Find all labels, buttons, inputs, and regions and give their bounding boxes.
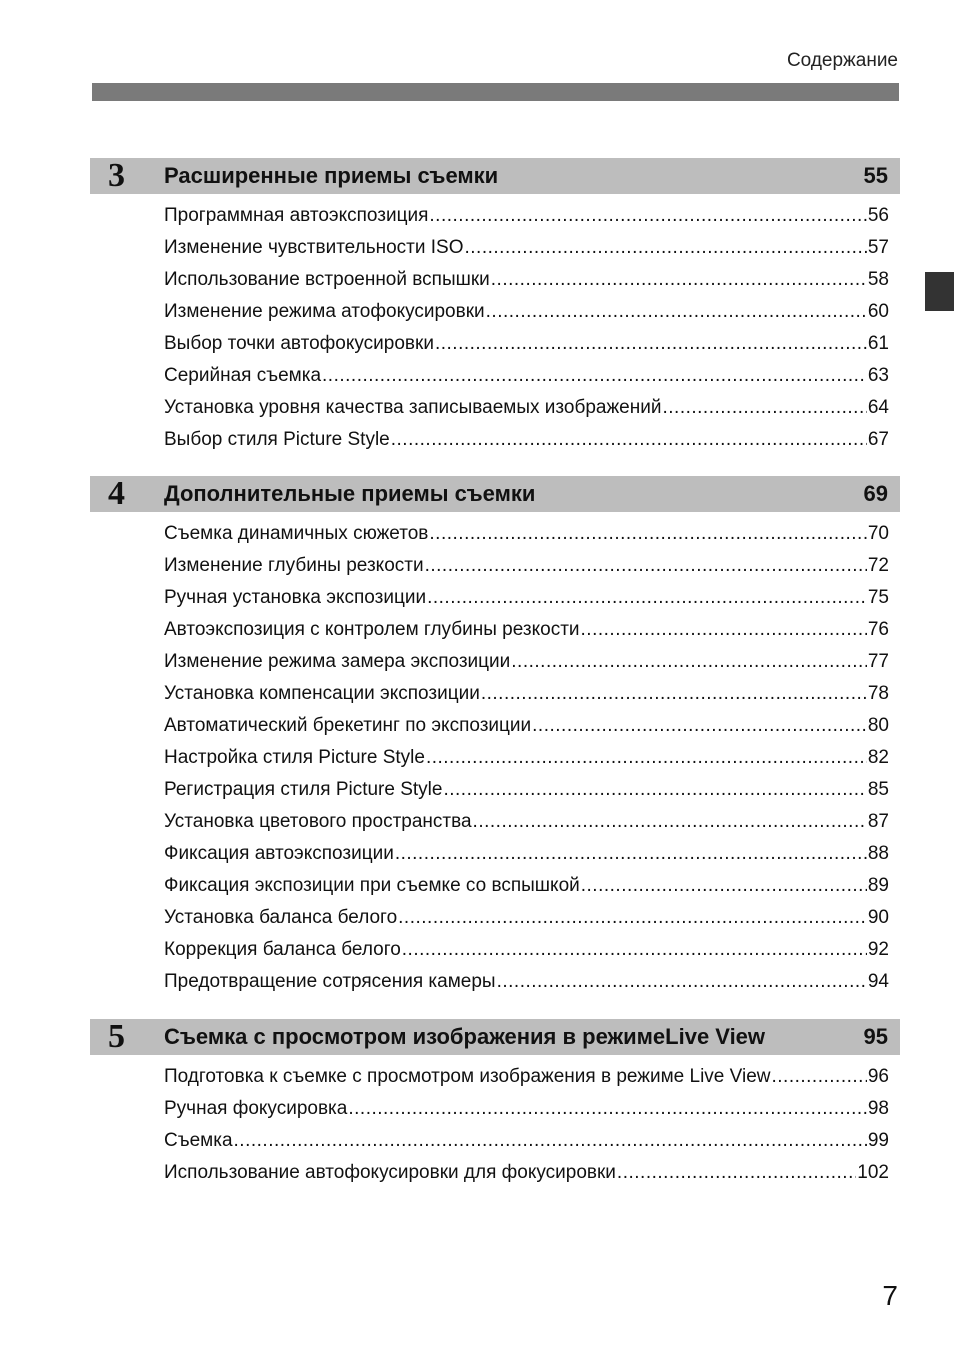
toc-entry[interactable] [164, 1061, 889, 1093]
toc-entry[interactable] [164, 296, 889, 328]
toc-entry-page: 82 [867, 747, 889, 768]
toc-entry[interactable] [164, 646, 889, 678]
dot-leader [617, 1157, 856, 1189]
toc-entry-label: Предотвращение сотрясения камеры [164, 971, 496, 992]
toc-entry-page: 89 [867, 875, 889, 896]
toc-entry[interactable] [164, 232, 889, 264]
dot-leader [497, 966, 867, 998]
toc-entry[interactable] [164, 742, 889, 774]
toc-section-5 [90, 1019, 900, 1189]
toc-entry-page: 98 [867, 1098, 889, 1119]
toc-entry-label: Выбор точки автофокусировки [164, 333, 434, 354]
dot-leader [429, 200, 866, 232]
toc-entry[interactable] [164, 264, 889, 296]
toc-entry[interactable] [164, 200, 889, 232]
toc-entry-page: 85 [867, 779, 889, 800]
dot-leader [662, 392, 866, 424]
section-title: Дополнительные приемы съемки [164, 481, 536, 506]
toc-entry-page: 67 [867, 429, 889, 450]
toc-entry[interactable] [164, 360, 889, 392]
dot-leader [465, 232, 867, 264]
dot-leader [234, 1125, 867, 1157]
dot-leader [486, 296, 867, 328]
page-number: 7 [882, 1280, 898, 1311]
dot-leader [425, 550, 867, 582]
section-header[interactable] [90, 476, 900, 512]
toc-entry-label: Настройка стиля Picture Style [164, 747, 425, 768]
dot-leader [491, 264, 867, 296]
toc-entry-label: Серийная съемка [164, 365, 322, 386]
toc-entry-label: Использование встроенной вспышки [164, 269, 490, 290]
toc-entry-label: Коррекция баланса белого [164, 939, 401, 960]
toc-entry[interactable] [164, 934, 889, 966]
toc-section-3 [90, 158, 900, 456]
toc-entry-page: 70 [867, 523, 889, 544]
toc-entry-label: Изменение режима замера экспозиции [164, 651, 511, 672]
toc-entry-page: 94 [867, 971, 889, 992]
toc-entry-page: 64 [867, 397, 889, 418]
toc-entry-label: Использование автофокусировки для фокусировки [164, 1162, 616, 1183]
toc-entry-label: Установка баланса белого [164, 907, 398, 928]
dot-leader [402, 934, 867, 966]
toc-entry-label: Изменение глубины резкости [164, 555, 424, 576]
dot-leader [435, 328, 867, 360]
section-header[interactable] [90, 1019, 900, 1055]
toc-entry[interactable] [164, 902, 889, 934]
section-title: Съемка с просмотром изображения в режимеLive View [164, 1024, 766, 1049]
dot-leader [581, 614, 867, 646]
dot-leader [391, 424, 867, 456]
dot-leader [771, 1061, 866, 1093]
dot-leader [322, 360, 867, 392]
toc-entry-label: Съемка динамичных сюжетов [164, 523, 429, 544]
dot-leader [348, 1093, 867, 1125]
toc-entry-page: 61 [867, 333, 889, 354]
toc-entry-label: Подготовка к съемке с просмотром изображения в режиме Live View [164, 1066, 771, 1087]
toc-entry-page: 88 [867, 843, 889, 864]
toc-entry-page: 80 [867, 715, 889, 736]
toc-entry[interactable] [164, 328, 889, 360]
toc-entry-page: 72 [867, 555, 889, 576]
toc-entry[interactable] [164, 392, 889, 424]
toc-entry[interactable] [164, 806, 889, 838]
toc-entry-page: 102 [857, 1162, 889, 1183]
toc-entry-page: 96 [867, 1066, 889, 1087]
toc-entry[interactable] [164, 1093, 889, 1125]
section-number: 5 [108, 1018, 125, 1055]
section-page: 69 [863, 481, 888, 506]
toc-entry-page: 90 [867, 907, 889, 928]
toc-entry-label: Автоэкспозиция с контролем глубины резкости [164, 619, 580, 640]
dot-leader [473, 806, 867, 838]
dot-leader [427, 582, 867, 614]
toc-entry-label: Фиксация автоэкспозиции [164, 843, 394, 864]
toc-entry-label: Программная автоэкспозиция [164, 205, 429, 226]
toc-entry-label: Автоматический брекетинг по экспозиции [164, 715, 532, 736]
dot-leader [443, 774, 866, 806]
toc-entry-label: Установка цветового пространства [164, 811, 472, 832]
dot-leader [481, 678, 867, 710]
toc-entry-page: 78 [867, 683, 889, 704]
toc-entry-page: 92 [867, 939, 889, 960]
toc-entry-page: 60 [867, 301, 889, 322]
toc-entry-label: Съемка [164, 1130, 233, 1151]
toc-entry-page: 76 [867, 619, 889, 640]
toc-entry[interactable] [164, 614, 889, 646]
toc-entry-page: 87 [867, 811, 889, 832]
running-header: Содержание [786, 50, 898, 71]
toc-section-4 [90, 476, 900, 998]
toc-entry-page: 63 [867, 365, 889, 386]
toc-entry[interactable] [164, 1125, 889, 1157]
section-number: 4 [108, 475, 125, 512]
toc-entry-label: Ручная установка экспозиции [164, 587, 427, 608]
dot-leader [532, 710, 867, 742]
section-header[interactable] [90, 158, 900, 194]
dot-leader [581, 870, 867, 902]
dot-leader [395, 838, 867, 870]
dot-leader [511, 646, 867, 678]
toc-entry[interactable] [164, 550, 889, 582]
toc-entry[interactable] [164, 838, 889, 870]
toc-entry[interactable] [164, 870, 889, 902]
toc-list [90, 518, 900, 998]
header-rule [92, 83, 899, 101]
toc-entry[interactable] [164, 678, 889, 710]
toc-entry-page: 57 [867, 237, 889, 258]
toc-entry[interactable] [164, 518, 889, 550]
dot-leader [429, 518, 866, 550]
toc-entry-label: Установка уровня качества записываемых изображений [164, 397, 662, 418]
chapter-side-tab [925, 272, 954, 311]
section-number: 3 [108, 157, 125, 194]
toc-entry-label: Выбор стиля Picture Style [164, 429, 390, 450]
toc-entry-label: Установка компенсации экспозиции [164, 683, 480, 704]
toc-entry-label: Изменение чувствительности ISO [164, 237, 464, 258]
dot-leader [426, 742, 867, 774]
section-page: 55 [863, 163, 888, 188]
toc-entry[interactable] [164, 582, 889, 614]
dot-leader [398, 902, 867, 934]
toc-entry[interactable] [164, 966, 889, 998]
toc-entry-label: Регистрация стиля Picture Style [164, 779, 443, 800]
toc-entry[interactable] [164, 774, 889, 806]
toc-list [90, 1061, 900, 1189]
toc-entry-page: 58 [867, 269, 889, 290]
toc-entry-label: Ручная фокусировка [164, 1098, 348, 1119]
toc-entry-page: 56 [867, 205, 889, 226]
toc-entry-label: Изменение режима атофокусировки [164, 301, 485, 322]
toc-entry[interactable] [164, 710, 889, 742]
toc-entry[interactable] [164, 1157, 889, 1189]
toc-list [90, 200, 900, 456]
toc-entry-page: 75 [867, 587, 889, 608]
toc-entry[interactable] [164, 424, 889, 456]
toc-entry-page: 99 [867, 1130, 889, 1151]
section-page: 95 [863, 1024, 888, 1049]
toc-entry-page: 77 [867, 651, 889, 672]
toc-entry-label: Фиксация экспозиции при съемке со вспышкой [164, 875, 580, 896]
section-title: Расширенные приемы съемки [164, 163, 499, 188]
